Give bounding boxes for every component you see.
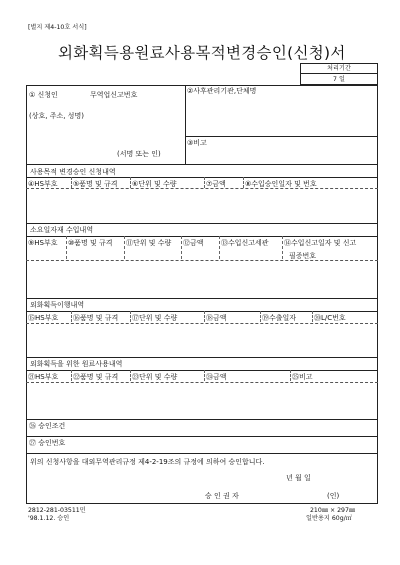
applicant-detail-label: (상호, 주소, 성명): [29, 112, 84, 120]
section4-col-amount: ㉔금액: [206, 373, 227, 381]
applicant-label: ① 신청인: [29, 91, 58, 99]
section2-col-name: ⑩품명 및 규격: [68, 239, 113, 247]
footer-paper-size: 210㎜ × 297㎜: [310, 507, 356, 514]
section1-col-hs: ④HS부호: [28, 180, 58, 188]
section1-col-approval: ⑧수입승인일자 및 번호: [245, 180, 317, 188]
aftercare-agency-label: ②사후관리기관,단체명: [187, 87, 257, 95]
section2-col-customs: ⑬수입신고세관: [221, 239, 269, 247]
section4-title: 외화획득을 위한 원료사용내역: [30, 360, 123, 368]
section1-col-qty: ⑥단위 및 수량: [132, 180, 177, 188]
section3-col-hs: ⑮HS부호: [28, 314, 59, 322]
footer-code: 2812-281-03511민: [28, 507, 86, 514]
processing-period-value: 7 일: [333, 76, 345, 83]
section3-col-name: ⑯품명 및 규격: [73, 314, 119, 322]
section1-title: 사용목적 변경승인 신청내역: [30, 168, 116, 176]
section2-col-certificate: 필증번호: [289, 252, 317, 260]
form-frame: [26, 85, 378, 504]
section3-title: 외화획득이행내역: [30, 301, 85, 309]
approval-date: 년 월 일: [286, 474, 311, 482]
form-reference: [별지 제4-10호 서식]: [28, 24, 87, 31]
signature-label: (서명 또는 인): [117, 150, 161, 158]
approval-condition-label: ㉖ 승인조건: [29, 422, 66, 430]
approval-statement: 위의 신청사항을 대외무역관리규정 제4-2-19조의 규정에 의하여 승인합니다.: [30, 458, 265, 466]
section2-col-qty: ⑪단위 및 수량: [126, 239, 172, 247]
section2-title: 소요일자재 수입내역: [30, 226, 94, 234]
section3-col-qty: ⑰단위 및 수량: [132, 314, 178, 322]
section1-col-amount: ⑦금액: [206, 180, 226, 188]
footer-date: '98.1.12. 승인: [28, 515, 70, 522]
form-title: 외화획득용원료사용목적변경승인(신청)서: [58, 44, 346, 62]
section2-col-hs: ⑨HS부호: [28, 239, 58, 247]
approval-number-label: ㉗ 승인번호: [29, 439, 66, 447]
remarks-label: ③비고: [187, 139, 207, 147]
section1-col-name: ⑤품명 및 규격: [73, 180, 118, 188]
section4-col-name: ㉒품명 및 규격: [73, 373, 119, 381]
section4-col-qty: ㉓단위 및 수량: [132, 373, 178, 381]
approval-seal: (인): [327, 492, 340, 500]
section4-col-remarks: ㉕비고: [292, 373, 313, 381]
section4-col-hs: ㉑HS부호: [28, 373, 59, 381]
section2-col-amount: ⑫금액: [183, 239, 204, 247]
approval-authority: 승 인 권 자: [205, 492, 239, 500]
section3-col-export-date: ⑲수출일자: [262, 314, 297, 322]
footer-paper-type: 일반용지 60g/㎡: [306, 515, 352, 522]
processing-period-label: 처리기간: [327, 65, 351, 72]
trade-registration-label: 무역업신고번호: [90, 91, 138, 99]
section3-col-amount: ⑱금액: [206, 314, 227, 322]
section2-col-declaration: ⑭수입신고일자 및 신고: [284, 239, 357, 247]
section3-col-lc: ⑳L/C번호: [314, 314, 346, 322]
